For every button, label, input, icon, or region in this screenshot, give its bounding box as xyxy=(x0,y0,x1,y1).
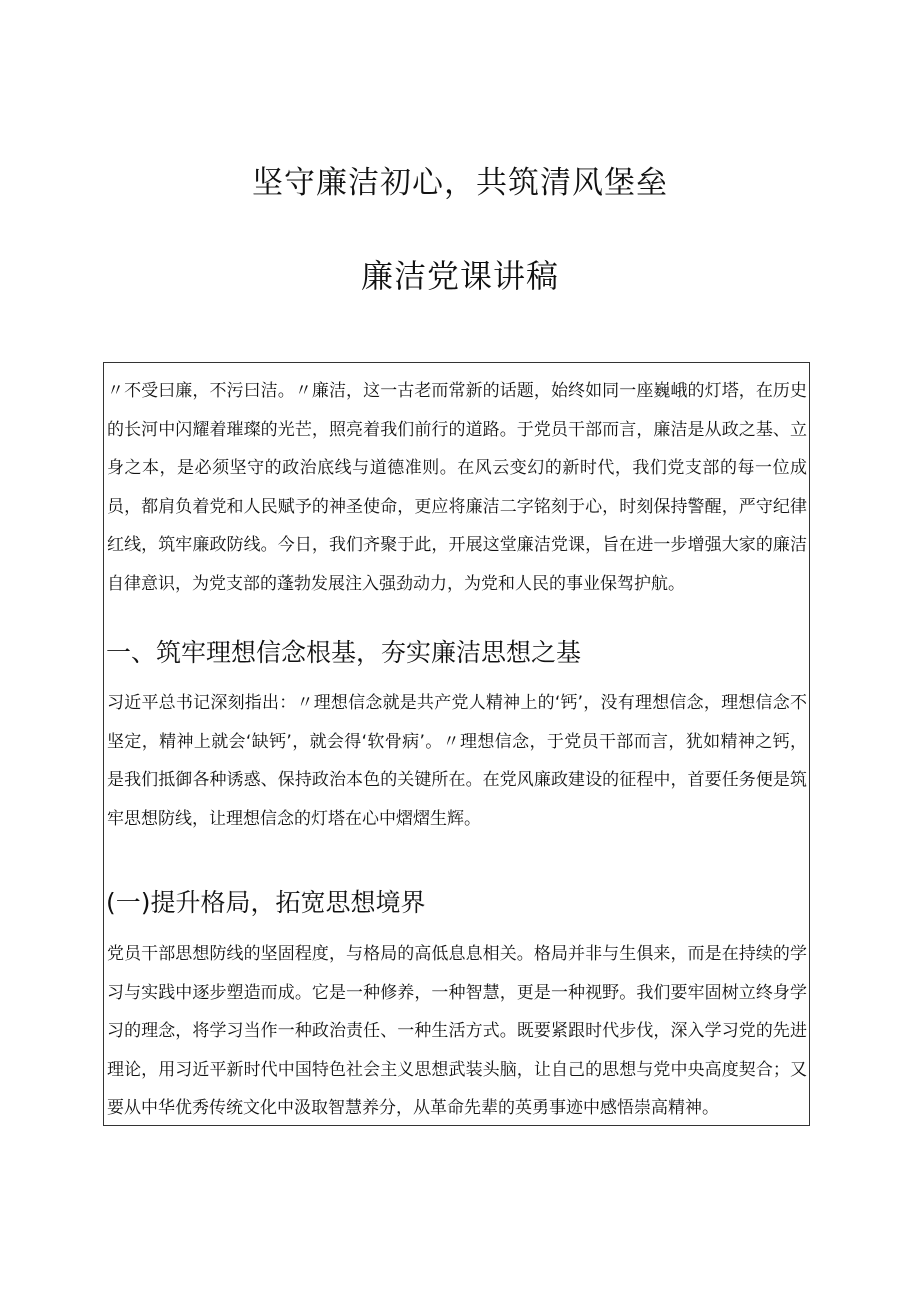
section-1-paragraph: 习近平总书记深刻指出：〃理想信念就是共产党人精神上的‘钙’，没有理想信念，理想信念不坚定，精神上就会‘缺钙’，就会得‘软骨病’。〃理想信念，于党员干部而言，犹如精神之钙，是我们抵御各种诱惑、保持政治本色的关键所在。在党风廉政建设的征程中，首要任务便是筑牢思想防线，让理想信念的灯塔在心中熠熠生辉。 xyxy=(107,693,807,829)
section-1-heading: 一、筑牢理想信念根基，夯实廉洁思想之基 xyxy=(106,638,582,667)
subsection-1-heading: (一)提升格局，拓宽思想境界 xyxy=(106,888,426,917)
document-subtitle: 廉洁党课讲稿 xyxy=(360,257,559,295)
content-frame xyxy=(103,362,810,1126)
intro-paragraph: 〃不受曰廉，不污曰洁。〃廉洁，这一古老而常新的话题，始终如同一座巍峨的灯塔，在历史的长河中闪耀着璀璨的光芒，照亮着我们前行的道路。于党员干部而言，廉洁是从政之基、立身之本，是必须坚守的政治底线与道德准则。在风云变幻的新时代，我们党支部的每一位成员，都肩负着党和人民赋予的神圣使命，更应将廉洁二字铭刻于心，时刻保持警醒，严守纪律红线，筑牢廉政防线。今日，我们齐聚于此，开展这堂廉洁党课，旨在进一步增强大家的廉洁自律意识，为党支部的蓬勃发展注入强劲动力，为党和人民的事业保驾护航。 xyxy=(107,381,807,594)
subsection-1-paragraph: 党员干部思想防线的坚固程度，与格局的高低息息相关。格局并非与生俱来，而是在持续的学习与实践中逐步塑造而成。它是一种修养，一种智慧，更是一种视野。我们要牢固树立终身学习的理念，将学习当作一种政治责任、一种生活方式。既要紧跟时代步伐，深入学习党的先进理论，用习近平新时代中国特色社会主义思想武装头脑，让自己的思想与党中央高度契合；又要从中华优秀传统文化中汲取智慧养分，从革命先辈的英勇事迹中感悟崇高精神。 xyxy=(107,944,807,1118)
document-title: 坚守廉洁初心，共筑清风堡垒 xyxy=(252,165,668,201)
